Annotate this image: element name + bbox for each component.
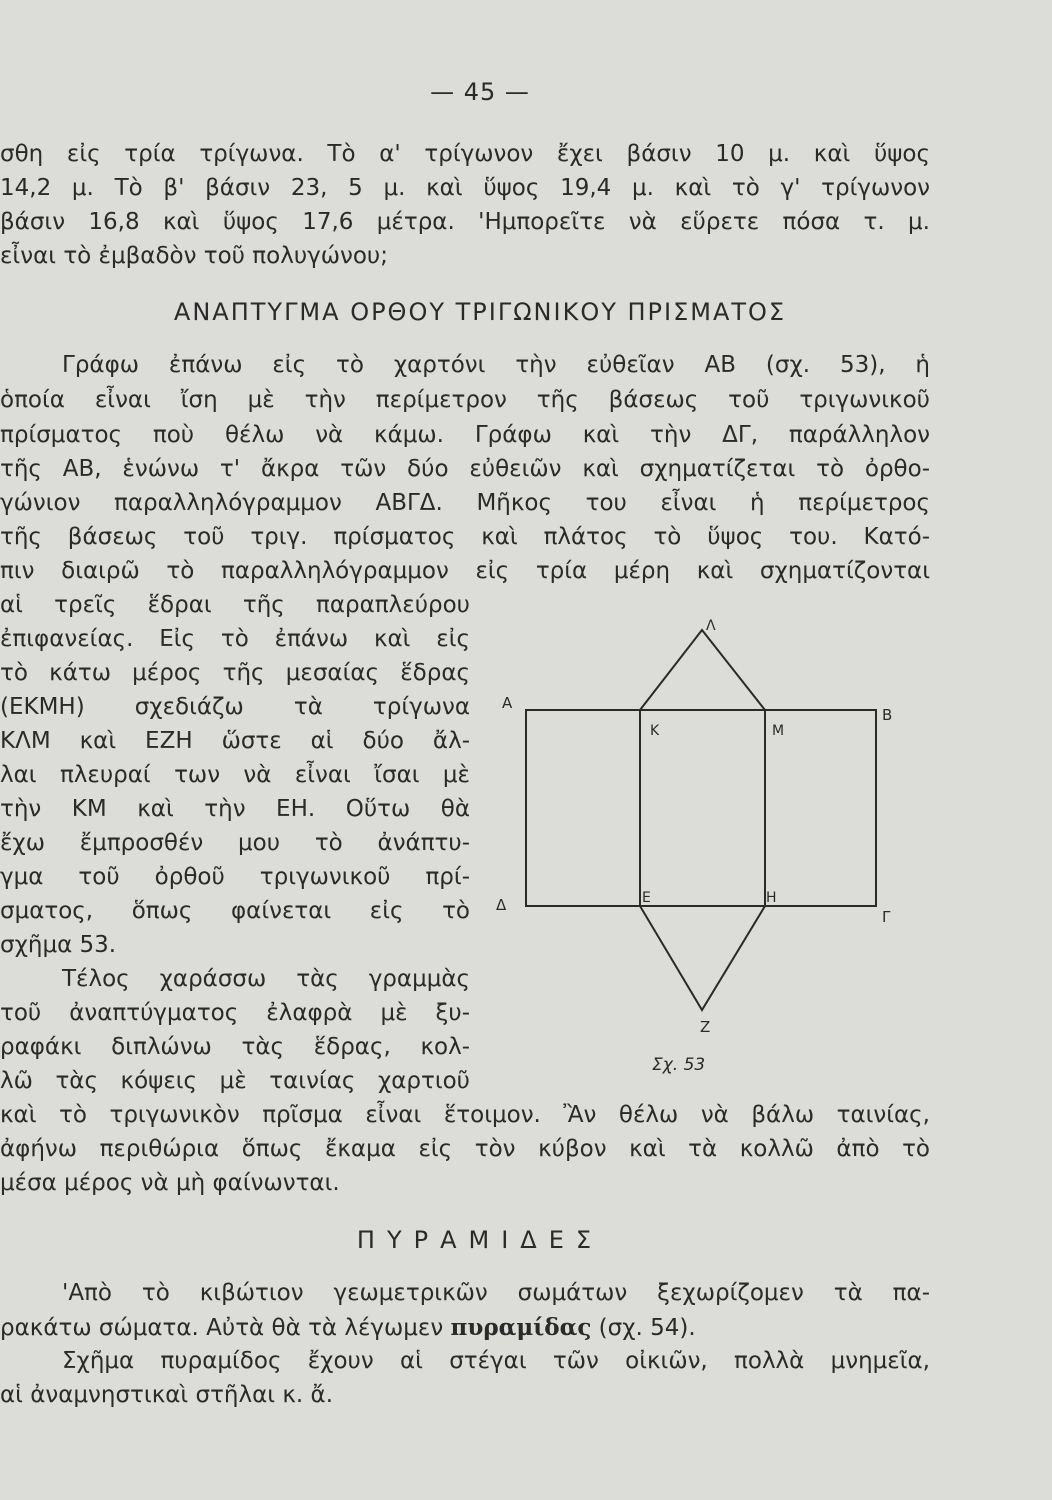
text-line: ἔχω ἔμπροσθέν μου τὸ ἀνάπτυ-	[0, 830, 470, 856]
text-line: ραφάκι διπλώνω τὰς ἕδρας, κολ-	[0, 1034, 470, 1060]
text-line: πιν διαιρῶ τὸ παραλληλόγραμμον εἰς τρία μέρη καὶ σχηματίζονται	[0, 558, 930, 584]
figure-caption: Σχ. 53	[652, 1055, 706, 1075]
text-line: τῆς βάσεως τοῦ τριγ. πρίσματος καὶ πλάτος τὸ ὕψος του. Κατό-	[0, 524, 930, 550]
triangle-klm	[640, 630, 765, 710]
label-l: Λ	[706, 618, 716, 634]
section-heading: ΠΥΡΑΜΙΔΕΣ	[356, 1226, 604, 1254]
text-line: σματος, ὅπως φαίνεται εἰς τὸ	[0, 898, 470, 924]
label-g: Γ	[882, 908, 891, 926]
text-line: 14,2 μ. Τὸ β' βάσιν 23, 5 μ. καὶ ὕψος 19,4 μ. καὶ τὸ γ' τρίγωνον	[0, 175, 930, 201]
text-line: γμα τοῦ ὀρθοῦ τριγωνικοῦ πρί-	[0, 864, 470, 890]
rectangle-abgd	[526, 710, 876, 906]
text-line: τὸ κάτω μέρος τῆς μεσαίας ἕδρας	[0, 660, 470, 686]
text-line: εἶναι τὸ ἐμβαδὸν τοῦ πολυγώνου;	[0, 243, 388, 269]
page-number: — 45 —	[430, 78, 530, 106]
text-line: καὶ τὸ τριγωνικὸν πρῖσμα εἶναι ἕτοιμον. Ἂν θέλω νὰ βάλω ταινίας,	[0, 1102, 930, 1128]
text-line: αἱ ἀναμνηστικαὶ στῆλαι κ. ἄ.	[0, 1382, 334, 1408]
text-line: ὁποία εἶναι ἴση μὲ τὴν περίμετρον τῆς βάσεως τοῦ τριγωνικοῦ	[0, 387, 930, 413]
label-d: Δ	[496, 896, 507, 914]
label-b: Β	[882, 706, 893, 724]
text-line: λαι πλευραί των νὰ εἶναι ἴσαι μὲ	[0, 762, 470, 788]
text-line: τῆς ΑΒ, ἑνώνω τ' ἄκρα τῶν δύο εὐθειῶν καὶ σχηματίζεται τὸ ὀρθο-	[0, 456, 930, 482]
text-line: μέσα μέρος νὰ μὴ φαίνωνται.	[0, 1170, 340, 1196]
text-line: αἱ τρεῖς ἕδραι τῆς παραπλεύρου	[0, 592, 470, 618]
text-line: πρίσματος ποὺ θέλω νὰ κάμω. Γράφω καὶ τὴν ΔΓ, παράλληλον	[0, 422, 930, 448]
text-line: ἐπιφανείας. Εἰς τὸ ἐπάνω καὶ εἰς	[0, 626, 470, 652]
text-line: τὴν ΚΜ καὶ τὴν ΕΗ. Οὕτω θὰ	[0, 796, 470, 822]
prism-net-figure	[480, 600, 920, 1080]
triangle-ezh	[640, 906, 765, 1010]
text-line: γώνιον παραλληλόγραμμον ΑΒΓΔ. Μῆκος του εἶναι ἡ περίμετρος	[0, 490, 930, 516]
text-line: (ΕΚΜΗ) σχεδιάζω τὰ τρίγωνα	[0, 694, 470, 720]
label-m: Μ	[772, 723, 785, 739]
label-e: Ε	[642, 890, 651, 906]
text-line: βάσιν 16,8 καὶ ὕψος 17,6 μέτρα. 'Ημπορεῖτε νὰ εὕρετε πόσα τ. μ.	[0, 209, 930, 235]
text-line: σθη εἰς τρία τρίγωνα. Τὸ α' τρίγωνον ἔχει βάσιν 10 μ. καὶ ὕψος	[0, 141, 930, 167]
text-line: Σχῆμα πυραμίδος ἔχουν αἱ στέγαι τῶν οἰκιῶν, πολλὰ μνημεῖα,	[62, 1348, 930, 1374]
bold-term: πυραμίδας	[450, 1314, 592, 1341]
text-line: Γράφω ἐπάνω εἰς τὸ χαρτόνι τὴν εὐθεῖαν ΑΒ (σχ. 53), ἡ	[62, 352, 930, 378]
label-k: Κ	[650, 723, 660, 739]
text-line: ἀφήνω περιθώρια ὅπως ἔκαμα εἰς τὸν κύβον καὶ τὰ κολλῶ ἀπὸ τὸ	[0, 1136, 930, 1162]
label-h: Η	[766, 890, 777, 906]
text-line: 'Απὸ τὸ κιβώτιον γεωμετρικῶν σωμάτων ξεχωρίζομεν τὰ πα-	[62, 1280, 930, 1306]
label-a: Α	[502, 694, 513, 712]
text-line	[0, 1316, 696, 1340]
text-line: τοῦ ἀναπτύγματος ἐλαφρὰ μὲ ξυ-	[0, 1000, 470, 1026]
text-span: (σχ. 54).	[598, 1315, 696, 1341]
text-line: λῶ τὰς κόψεις μὲ ταινίας χαρτιοῦ	[0, 1068, 470, 1094]
text-span: ρακάτω σώματα. Αὐτὰ θὰ τὰ λέγωμεν	[0, 1315, 444, 1341]
text-line: Τέλος χαράσσω τὰς γραμμὰς	[62, 966, 470, 992]
section-heading: ΑΝΑΠΤΥΓΜΑ ΟΡΘΟΥ ΤΡΙΓΩΝΙΚΟΥ ΠΡΙΣΜΑΤΟΣ	[173, 298, 787, 326]
text-line: ΚΛΜ καὶ ΕΖΗ ὥστε αἱ δύο ἄλ-	[0, 728, 470, 754]
label-z: Ζ	[700, 1018, 711, 1036]
text-line: σχῆμα 53.	[0, 932, 117, 958]
